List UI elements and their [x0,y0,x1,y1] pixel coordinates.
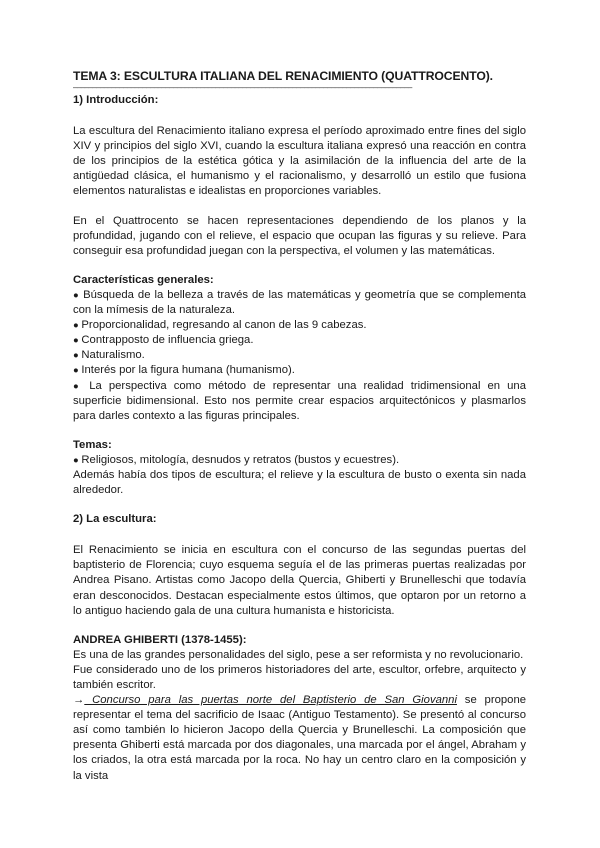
ghiberti-heading: ANDREA GHIBERTI (1378-1455): [73,633,247,646]
competition-link-text: Concurso para las puertas norte del Baptisterio de San Giovanni [84,694,457,707]
intro-paragraph-1: La escultura del Renacimiento italiano expresa el período aproximado entre fines del siglo XIV y principios del siglo XVI, cuando la escultura italiana expresó una reacción en contra de los principios de la estética gótica y la asimilación de la influencia del arte de la antigüedad clásica, el humanismo y el racionalismo, y desarrolló un estilo que fusiona elementos naturalistas e idealistas en proporciones variables. [73,125,526,198]
page-title: TEMA 3: ESCULTURA ITALIANA DEL RENACIMIENTO (QUATTROCENTO). [73,69,493,83]
themes-note: Además había dos tipos de escultura; el relieve y la escultura de busto o exenta sin nada alrededor. [73,468,526,497]
feature-item: ● Contrapposto de influencia griega. [73,333,526,348]
sculpture-paragraph: El Renacimiento se inicia en escultura con el concurso de las segundas puertas del baptisterio de Florencia; cuyo esquema seguía el de las primeras puertas realizadas por Andrea Pisano. Artistas como Jacopo della Quercia, Ghiberti y Brunelleschi que todavía eran desconocidos. Destacan especialmente estos últimos, que optaron por un retorno a lo antiguo haciendo gala de una cultura humanista e historicista. [73,544,526,617]
themes-item: ● Religiosos, mitología, desnudos y retratos (bustos y ecuestres). [73,453,526,468]
intro-paragraph-2: En el Quattrocento se hacen representaciones dependiendo de los planos y la profundidad, jugando con el relieve, el espacio que ocupan las figuras y su relieve. Para conseguir esa profundidad juegan con la perspectiva, el volumen y las matemáticas. [73,214,526,257]
document-content [73,68,526,784]
title-divider: –––––––––––––––––––––––––––––––––––––––––––––––––––––––––––––––––––––––––––––––––––––––– [73,83,412,92]
ghiberti-paragraph-3 [73,693,526,784]
feature-item: ● Búsqueda de la belleza a través de las matemáticas y geometría que se complementa con la mímesis de la naturaleza. [73,288,526,318]
feature-item: ● Proporcionalidad, regresando al canon de las 9 cabezas. [73,318,526,333]
sculpture-heading: 2) La escultura: [73,513,157,526]
arrow-icon: → [73,694,85,707]
intro-heading: 1) Introducción: [73,94,159,106]
feature-item: ● Naturalismo. [73,348,526,363]
feature-item: ● La perspectiva como método de representar una realidad tridimensional en una superficie bidimensional. Esto nos permite crear espacios arquitectónicos y plasmarlos para darles contexto a las figuras principales. [73,379,526,424]
feature-item: ● Interés por la figura humana (humanismo). [73,363,526,378]
ghiberti-paragraph-2: Fue considerado uno de los primeros historiadores del arte, escultor, orfebre, arquitecto y también escritor. [73,663,526,691]
ghiberti-line-1: Es una de las grandes personalidades del siglo, pese a ser reformista y no revolucionario. [73,648,524,661]
ghiberti-paragraph-3-text: se propone representar el tema del sacrificio de Isaac (Antiguo Testamento). Se presentó al concurso así como también lo hicieron Jacopo della Quercia y Brunelleschi. La composición que presenta Ghiberti está marcada por dos diagonales, una marcada por el ángel, Abraham y los criados, la otra está marcada por la roca. No hay un centro claro en la composición y la vista [73,694,527,782]
themes-heading: Temas: [73,438,112,451]
features-heading: Características generales: [73,273,214,286]
